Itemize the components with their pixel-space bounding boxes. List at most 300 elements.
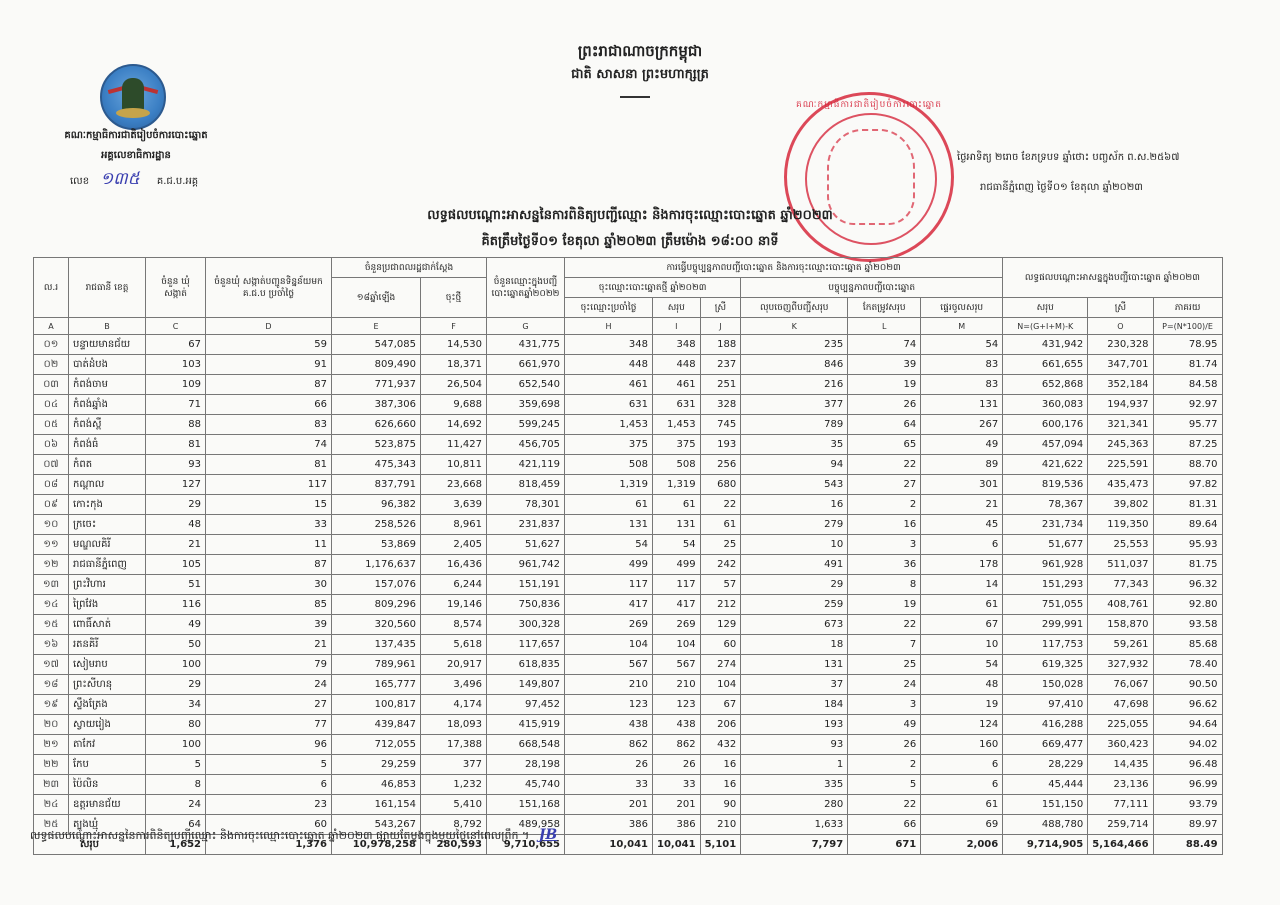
cell-i: 567	[653, 655, 701, 675]
cell-e: 387,306	[332, 395, 421, 415]
cell-l: 26	[848, 735, 921, 755]
cell-h: 117	[565, 575, 653, 595]
cell-h: 508	[565, 455, 653, 475]
cell-p: 81.31	[1153, 495, 1222, 515]
row-number: ១៨	[34, 675, 69, 695]
column-letter: H	[565, 318, 653, 335]
cell-j: 251	[700, 375, 741, 395]
cell-h: 123	[565, 695, 653, 715]
cell-n: 151,150	[1003, 795, 1088, 815]
solar-date: រាជធានីភ្នំពេញ ថ្ងៃទី០១ ខែតុលា ឆ្នាំ២០២៣	[980, 182, 1143, 193]
cell-m: 301	[921, 475, 1003, 495]
cell-d: 87	[206, 375, 332, 395]
cell-m: 6	[921, 755, 1003, 775]
cell-e: 100,817	[332, 695, 421, 715]
cell-h: 54	[565, 535, 653, 555]
province-name: កំពត	[69, 455, 146, 475]
cell-k: 235	[741, 335, 848, 355]
cell-e: 809,296	[332, 595, 421, 615]
cell-f: 9,688	[421, 395, 487, 415]
cell-i: 210	[653, 675, 701, 695]
col-header-communes-reported: ចំនួនឃុំ សង្កាត់បញ្ជូនទិន្នន័យមក គ.ជ.ប ប្រចាំថ្ងៃ	[206, 258, 332, 318]
cell-h: 201	[565, 795, 653, 815]
cell-d: 11	[206, 535, 332, 555]
cell-e: 161,154	[332, 795, 421, 815]
cell-m: 19	[921, 695, 1003, 715]
cell-g: 431,775	[487, 335, 565, 355]
column-letter: O	[1088, 318, 1153, 335]
cell-j: 129	[700, 615, 741, 635]
cell-i: 201	[653, 795, 701, 815]
cell-f: 1,232	[421, 775, 487, 795]
col-header-daily-reg: ចុះឈ្មោះប្រចាំថ្ងៃ	[565, 298, 653, 318]
cell-i: 499	[653, 555, 701, 575]
cell-e: 547,085	[332, 335, 421, 355]
cell-p: 92.80	[1153, 595, 1222, 615]
cell-j: 60	[700, 635, 741, 655]
col-header-percent: ភាគរយ	[1153, 298, 1222, 318]
table-row	[34, 695, 1223, 715]
row-number: ១៣	[34, 575, 69, 595]
cell-k: 846	[741, 355, 848, 375]
cell-k: 259	[741, 595, 848, 615]
cell-l: 66	[848, 815, 921, 835]
column-letter: A	[34, 318, 69, 335]
province-name: ឧត្ដរមានជ័យ	[69, 795, 146, 815]
cell-o: 25,553	[1088, 535, 1153, 555]
cell-d: 60	[206, 815, 332, 835]
cell-l: 3	[848, 535, 921, 555]
total-k: 7,797	[741, 835, 848, 855]
cell-f: 10,811	[421, 455, 487, 475]
cell-m: 67	[921, 615, 1003, 635]
province-name: ប៉ៃលិន	[69, 775, 146, 795]
cell-m: 10	[921, 635, 1003, 655]
cell-n: 457,094	[1003, 435, 1088, 455]
cell-j: 25	[700, 535, 741, 555]
cell-c: 81	[146, 435, 206, 455]
cell-o: 194,937	[1088, 395, 1153, 415]
cell-j: 210	[700, 815, 741, 835]
cell-c: 64	[146, 815, 206, 835]
column-letter-row	[34, 318, 1223, 335]
cell-i: 104	[653, 635, 701, 655]
table-row	[34, 755, 1223, 775]
row-number: ១៦	[34, 635, 69, 655]
cell-i: 862	[653, 735, 701, 755]
province-name: កំពង់ឆ្នាំង	[69, 395, 146, 415]
cell-f: 18,093	[421, 715, 487, 735]
cell-n: 431,942	[1003, 335, 1088, 355]
cell-k: 93	[741, 735, 848, 755]
cell-p: 81.75	[1153, 555, 1222, 575]
cell-h: 348	[565, 335, 653, 355]
province-name: កណ្ដាល	[69, 475, 146, 495]
column-letter: L	[848, 318, 921, 335]
cell-d: 87	[206, 555, 332, 575]
cell-i: 26	[653, 755, 701, 775]
cell-g: 359,698	[487, 395, 565, 415]
total-f: 280,593	[421, 835, 487, 855]
cell-i: 438	[653, 715, 701, 735]
cell-h: 862	[565, 735, 653, 755]
province-name: កំពង់ចាម	[69, 375, 146, 395]
row-number: ១០	[34, 515, 69, 535]
cell-e: 712,055	[332, 735, 421, 755]
column-letter: P=(N*100)/E	[1153, 318, 1222, 335]
cell-p: 87.25	[1153, 435, 1222, 455]
row-number: ០៣	[34, 375, 69, 395]
cell-k: 18	[741, 635, 848, 655]
cell-c: 5	[146, 755, 206, 775]
cell-d: 59	[206, 335, 332, 355]
cell-f: 19,146	[421, 595, 487, 615]
cell-d: 5	[206, 755, 332, 775]
cell-g: 45,740	[487, 775, 565, 795]
cell-n: 151,293	[1003, 575, 1088, 595]
cell-f: 11,427	[421, 435, 487, 455]
cell-d: 27	[206, 695, 332, 715]
cell-l: 22	[848, 615, 921, 635]
cell-o: 435,473	[1088, 475, 1153, 495]
cell-e: 165,777	[332, 675, 421, 695]
col-header-result-female: ស្រី	[1088, 298, 1153, 318]
cell-l: 2	[848, 755, 921, 775]
cell-m: 131	[921, 395, 1003, 415]
cell-n: 360,083	[1003, 395, 1088, 415]
table-row	[34, 515, 1223, 535]
cell-d: 117	[206, 475, 332, 495]
cell-i: 269	[653, 615, 701, 635]
cell-c: 109	[146, 375, 206, 395]
lunar-date: ថ្ងៃអាទិត្យ ២រោច ខែភទ្របទ ឆ្នាំថោះ បញ្ចស័ក ព.ស.២៥៦៧	[957, 152, 1180, 163]
cell-d: 79	[206, 655, 332, 675]
row-number: ០៩	[34, 495, 69, 515]
province-name: ស្ទឹងត្រែង	[69, 695, 146, 715]
footnote	[30, 827, 557, 845]
cell-i: 1,319	[653, 475, 701, 495]
cell-k: 673	[741, 615, 848, 635]
cell-d: 91	[206, 355, 332, 375]
cell-h: 375	[565, 435, 653, 455]
cell-g: 668,548	[487, 735, 565, 755]
cell-m: 160	[921, 735, 1003, 755]
cell-j: 61	[700, 515, 741, 535]
table-row	[34, 415, 1223, 435]
cell-e: 320,560	[332, 615, 421, 635]
row-number: ១៧	[34, 655, 69, 675]
cell-i: 33	[653, 775, 701, 795]
cell-h: 1,453	[565, 415, 653, 435]
cell-o: 230,328	[1088, 335, 1153, 355]
cell-m: 45	[921, 515, 1003, 535]
cell-m: 61	[921, 595, 1003, 615]
cell-j: 57	[700, 575, 741, 595]
cell-c: 100	[146, 735, 206, 755]
cell-n: 652,868	[1003, 375, 1088, 395]
province-name: តាកែវ	[69, 735, 146, 755]
cell-k: 216	[741, 375, 848, 395]
ref-suffix: គ.ជ.ប.អគ្គ	[156, 176, 199, 187]
cell-m: 267	[921, 415, 1003, 435]
cell-g: 415,919	[487, 715, 565, 735]
cell-n: 45,444	[1003, 775, 1088, 795]
cell-j: 188	[700, 335, 741, 355]
table-row	[34, 635, 1223, 655]
total-g: 9,710,655	[487, 835, 565, 855]
table-row	[34, 335, 1223, 355]
table-row	[34, 615, 1223, 635]
cell-j: 22	[700, 495, 741, 515]
cell-i: 131	[653, 515, 701, 535]
cell-e: 771,937	[332, 375, 421, 395]
row-number: ០២	[34, 355, 69, 375]
row-number: ២៤	[34, 795, 69, 815]
row-number: ២៣	[34, 775, 69, 795]
cell-h: 131	[565, 515, 653, 535]
row-number: ០៤	[34, 395, 69, 415]
col-header-no: ល.រ	[34, 258, 69, 318]
cell-o: 47,698	[1088, 695, 1153, 715]
cell-p: 78.40	[1153, 655, 1222, 675]
cell-c: 29	[146, 495, 206, 515]
cell-e: 46,853	[332, 775, 421, 795]
cell-d: 74	[206, 435, 332, 455]
table-row	[34, 475, 1223, 495]
cell-g: 28,198	[487, 755, 565, 775]
cell-e: 837,791	[332, 475, 421, 495]
row-number: ២១	[34, 735, 69, 755]
cell-e: 53,869	[332, 535, 421, 555]
cell-m: 6	[921, 775, 1003, 795]
cell-h: 417	[565, 595, 653, 615]
cell-g: 231,837	[487, 515, 565, 535]
row-number: ១២	[34, 555, 69, 575]
province-name: រតនគិរី	[69, 635, 146, 655]
cell-l: 24	[848, 675, 921, 695]
cell-e: 157,076	[332, 575, 421, 595]
cell-g: 51,627	[487, 535, 565, 555]
row-number: ១៩	[34, 695, 69, 715]
cell-f: 17,388	[421, 735, 487, 755]
cell-n: 619,325	[1003, 655, 1088, 675]
cell-p: 94.64	[1153, 715, 1222, 735]
row-number: ២៥	[34, 815, 69, 835]
cell-o: 225,055	[1088, 715, 1153, 735]
cell-f: 14,530	[421, 335, 487, 355]
province-name: ស្វាយរៀង	[69, 715, 146, 735]
cell-d: 39	[206, 615, 332, 635]
cell-d: 66	[206, 395, 332, 415]
col-header-corrected: កែតម្រូវសរុប	[848, 298, 921, 318]
total-m: 2,006	[921, 835, 1003, 855]
cell-c: 50	[146, 635, 206, 655]
cell-p: 97.82	[1153, 475, 1222, 495]
cell-m: 6	[921, 535, 1003, 555]
cell-h: 448	[565, 355, 653, 375]
cell-k: 279	[741, 515, 848, 535]
col-header-pop-18plus: ១៨ឆ្នាំឡើង	[332, 278, 421, 318]
total-i: 10,041	[653, 835, 701, 855]
cell-l: 26	[848, 395, 921, 415]
cell-k: 184	[741, 695, 848, 715]
province-name: កំពង់ស្ពឺ	[69, 415, 146, 435]
table-row	[34, 395, 1223, 415]
cell-d: 21	[206, 635, 332, 655]
cell-l: 2	[848, 495, 921, 515]
cell-e: 626,660	[332, 415, 421, 435]
cell-p: 85.68	[1153, 635, 1222, 655]
cell-j: 745	[700, 415, 741, 435]
cell-g: 961,742	[487, 555, 565, 575]
cell-h: 567	[565, 655, 653, 675]
cell-j: 16	[700, 775, 741, 795]
cell-e: 809,490	[332, 355, 421, 375]
cell-k: 491	[741, 555, 848, 575]
cell-g: 421,119	[487, 455, 565, 475]
cell-k: 10	[741, 535, 848, 555]
column-letter: M	[921, 318, 1003, 335]
cell-p: 90.50	[1153, 675, 1222, 695]
cell-p: 78.95	[1153, 335, 1222, 355]
cell-k: 543	[741, 475, 848, 495]
col-header-pop-new: ចុះថ្មី	[421, 278, 487, 318]
cell-n: 150,028	[1003, 675, 1088, 695]
cell-c: 88	[146, 415, 206, 435]
col-header-province: រាជធានី ខេត្ត	[69, 258, 146, 318]
total-d: 1,376	[206, 835, 332, 855]
row-number: ២០	[34, 715, 69, 735]
national-motto: ជាតិ សាសនា ព្រះមហាក្សត្រ	[571, 67, 709, 82]
province-name: ព្រះវិហារ	[69, 575, 146, 595]
cell-p: 96.62	[1153, 695, 1222, 715]
nec-logo-icon	[100, 64, 166, 130]
cell-e: 96,382	[332, 495, 421, 515]
cell-i: 417	[653, 595, 701, 615]
cell-l: 3	[848, 695, 921, 715]
cell-f: 377	[421, 755, 487, 775]
cell-g: 489,958	[487, 815, 565, 835]
cell-j: 212	[700, 595, 741, 615]
cell-h: 210	[565, 675, 653, 695]
table-row	[34, 435, 1223, 455]
total-p: 88.49	[1153, 835, 1222, 855]
cell-p: 94.02	[1153, 735, 1222, 755]
cell-n: 961,928	[1003, 555, 1088, 575]
cell-o: 259,714	[1088, 815, 1153, 835]
cell-f: 6,244	[421, 575, 487, 595]
cell-c: 24	[146, 795, 206, 815]
cell-i: 461	[653, 375, 701, 395]
row-number: ០៦	[34, 435, 69, 455]
seal-text: គណៈកម្មាធិការជាតិរៀបចំការបោះឆ្នោត	[796, 100, 942, 110]
cell-h: 104	[565, 635, 653, 655]
cell-l: 22	[848, 795, 921, 815]
table-row	[34, 655, 1223, 675]
cell-k: 37	[741, 675, 848, 695]
cell-m: 83	[921, 355, 1003, 375]
cell-d: 83	[206, 415, 332, 435]
cell-o: 225,591	[1088, 455, 1153, 475]
cell-l: 22	[848, 455, 921, 475]
col-group-update: ការធ្វើបច្ចុប្បន្នភាពបញ្ជីបោះឆ្នោត និងការចុះឈ្មោះបោះឆ្នោត ឆ្នាំ២០២៣	[565, 258, 1003, 278]
cell-i: 386	[653, 815, 701, 835]
province-name: ពោធិ៍សាត់	[69, 615, 146, 635]
cell-o: 158,870	[1088, 615, 1153, 635]
cell-m: 21	[921, 495, 1003, 515]
cell-e: 1,176,637	[332, 555, 421, 575]
cell-p: 84.58	[1153, 375, 1222, 395]
cell-o: 321,341	[1088, 415, 1153, 435]
cell-p: 96.32	[1153, 575, 1222, 595]
cell-n: 416,288	[1003, 715, 1088, 735]
total-j: 5,101	[700, 835, 741, 855]
cell-k: 193	[741, 715, 848, 735]
col-group-list-update: បច្ចុប្បន្នភាពបញ្ជីបោះឆ្នោត	[741, 278, 1003, 298]
total-c: 1,652	[146, 835, 206, 855]
org-name: គណៈកម្មាធិការជាតិរៀបចំការបោះឆ្នោត	[64, 130, 208, 141]
cell-n: 488,780	[1003, 815, 1088, 835]
row-number: ០៨	[34, 475, 69, 495]
cell-m: 178	[921, 555, 1003, 575]
cell-h: 1,319	[565, 475, 653, 495]
cell-p: 89.64	[1153, 515, 1222, 535]
cell-p: 93.58	[1153, 615, 1222, 635]
cell-c: 80	[146, 715, 206, 735]
cell-k: 280	[741, 795, 848, 815]
cell-c: 49	[146, 615, 206, 635]
cell-g: 151,168	[487, 795, 565, 815]
cell-m: 48	[921, 675, 1003, 695]
province-name: មណ្ឌលគិរី	[69, 535, 146, 555]
row-number: ០១	[34, 335, 69, 355]
cell-m: 49	[921, 435, 1003, 455]
cell-f: 5,410	[421, 795, 487, 815]
reference-number	[70, 168, 198, 193]
cell-o: 408,761	[1088, 595, 1153, 615]
cell-i: 631	[653, 395, 701, 415]
cell-k: 789	[741, 415, 848, 435]
cell-p: 88.70	[1153, 455, 1222, 475]
column-letter: B	[69, 318, 146, 335]
cell-e: 543,267	[332, 815, 421, 835]
province-name: បាត់ដំបង	[69, 355, 146, 375]
cell-g: 750,836	[487, 595, 565, 615]
cell-c: 67	[146, 335, 206, 355]
cell-n: 819,536	[1003, 475, 1088, 495]
table-row	[34, 715, 1223, 735]
cell-j: 256	[700, 455, 741, 475]
cell-j: 237	[700, 355, 741, 375]
cell-c: 21	[146, 535, 206, 555]
column-letter: I	[653, 318, 701, 335]
cell-g: 652,540	[487, 375, 565, 395]
cell-n: 231,734	[1003, 515, 1088, 535]
cell-m: 124	[921, 715, 1003, 735]
cell-f: 18,371	[421, 355, 487, 375]
province-name: ព្រះសីហនុ	[69, 675, 146, 695]
cell-p: 93.79	[1153, 795, 1222, 815]
cell-d: 33	[206, 515, 332, 535]
total-h: 10,041	[565, 835, 653, 855]
cell-f: 4,174	[421, 695, 487, 715]
column-letter: N=(G+I+M)-K	[1003, 318, 1088, 335]
cell-n: 669,477	[1003, 735, 1088, 755]
cell-d: 23	[206, 795, 332, 815]
province-name: សៀមរាប	[69, 655, 146, 675]
cell-g: 78,301	[487, 495, 565, 515]
cell-d: 77	[206, 715, 332, 735]
